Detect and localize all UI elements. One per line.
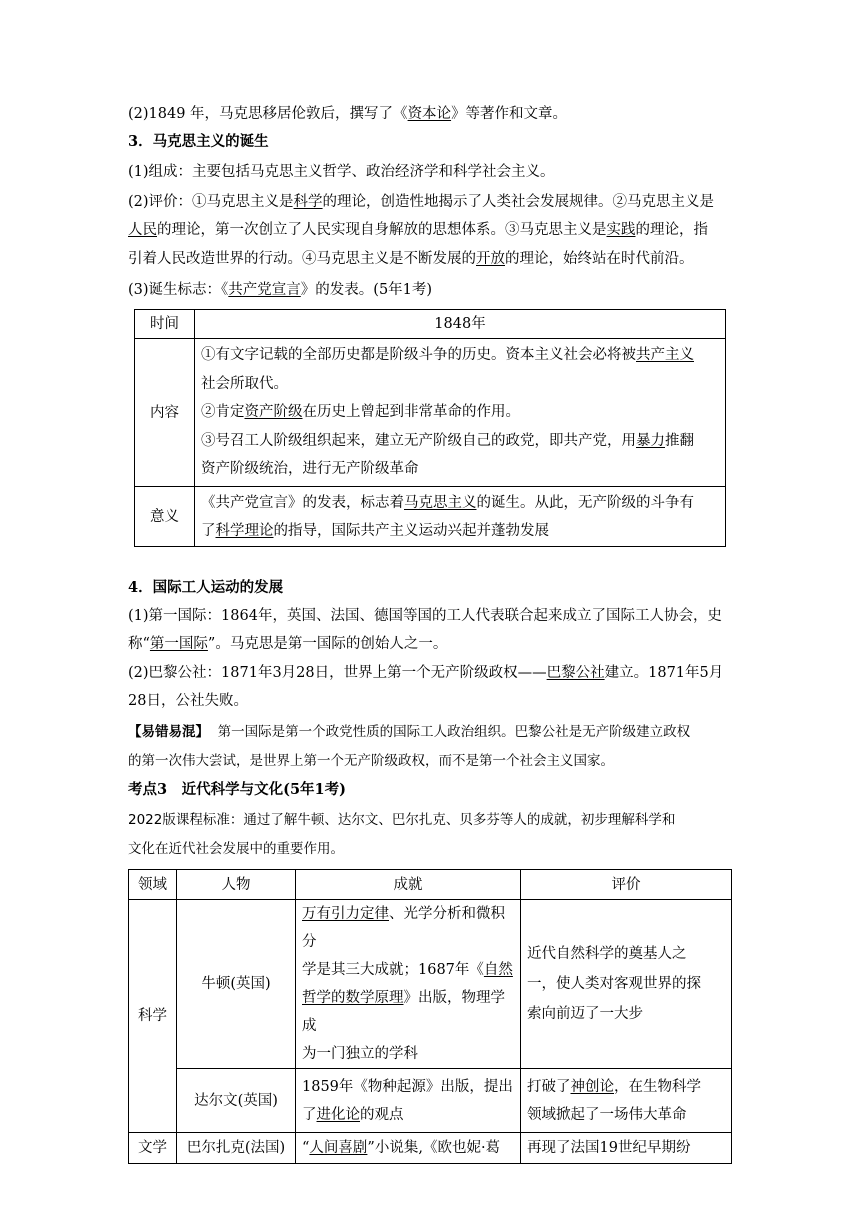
table-cell: 意义: [135, 487, 195, 547]
paragraph-line: (2)1849 年，马克思移居伦敦后，撰写了《资本论》等著作和文章。: [128, 106, 568, 122]
table-cell: 《共产党宣言》的发表，标志着马克思主义的诞生。从此，无产阶级的斗争有 了科学理论的指导，国际共产主义运动兴起并蓬勃发展: [195, 487, 726, 547]
section-heading: 3．马克思主义的诞生: [128, 133, 269, 150]
table-header: 评价: [521, 870, 732, 900]
section-heading: 4．国际工人运动的发展: [128, 579, 284, 596]
table-cell: 达尔文(英国): [177, 1069, 296, 1133]
table-cell: 文学: [129, 1133, 177, 1164]
table-cell: 再现了法国19世纪早期纷: [521, 1133, 732, 1164]
table-cell: 打破了神创论，在生物科学 领域掀起了一场伟大革命: [521, 1069, 732, 1133]
underlined-term: 资本论: [407, 106, 452, 122]
curriculum-standard: 2022版课程标准：通过了解牛顿、达尔文、巴尔扎克、贝多芬等人的成就，初步理解科学和: [128, 812, 676, 828]
table-header: 成就: [296, 870, 521, 900]
paragraph-line: (1)组成：主要包括马克思主义哲学、政治经济学和科学社会主义。: [128, 164, 555, 180]
paragraph-line: (2)巴黎公社：1871年3月28日，世界上第一个无产阶级政权——巴黎公社建立。1871年5月: [128, 665, 724, 681]
table-cell: 1848年: [195, 310, 726, 339]
paragraph-line: 人民的理论，第一次创立了人民实现自身解放的思想体系。③马克思主义是实践的理论，指: [128, 222, 708, 238]
table-header: 领域: [129, 870, 177, 900]
paragraph-line: (2)评价：①马克思主义是科学的理论，创造性地揭示了人类社会发展规律。②马克思主义是: [128, 194, 715, 210]
table-cell: 万有引力定律、光学分析和微积分 学是其三大成就；1687年《自然 哲学的数学原理》出版，物理学成 为一门独立的学科: [296, 900, 521, 1069]
table-cell: 近代自然科学的奠基人之 一，使人类对客观世界的探 索向前迈了一大步: [521, 900, 732, 1069]
manifesto-table: [134, 309, 726, 547]
paragraph-line: 28日，公社失败。: [128, 693, 248, 709]
table-cell: 科学: [129, 900, 177, 1133]
table-cell: 1859年《物种起源》出版，提出 了进化论的观点: [296, 1069, 521, 1133]
table-cell: 牛顿(英国): [177, 900, 296, 1069]
note-tag: 【易错易混】: [128, 724, 209, 740]
curriculum-standard: 文化在近代社会发展中的重要作用。: [128, 841, 344, 857]
note-line: 【易错易混】 第一国际是第一个政党性质的国际工人政治组织。巴黎公社是无产阶级建立政权: [128, 724, 691, 740]
science-culture-table: [128, 869, 732, 1164]
table-cell: 内容: [135, 339, 195, 487]
table-cell: “人间喜剧”小说集,《欧也妮·葛: [296, 1133, 521, 1164]
table-header: 人物: [177, 870, 296, 900]
paragraph-line: 引着人民改造世界的行动。④马克思主义是不断发展的开放的理论，始终站在时代前沿。: [128, 251, 694, 267]
note-line: 的第一次伟大尝试，是世界上第一个无产阶级政权，而不是第一个社会主义国家。: [128, 753, 614, 769]
paragraph-line: (1)第一国际：1864年，英国、法国、德国等国的工人代表联合起来成立了国际工人协会，史: [128, 608, 722, 624]
paragraph-line: (3)诞生标志：《共产党宣言》的发表。(5年1考): [128, 282, 433, 298]
exam-point-heading: 考点3 近代科学与文化(5年1考): [128, 781, 346, 798]
table-cell: 时间: [135, 310, 195, 339]
paragraph-line: 称“第一国际”。马克思是第一国际的创始人之一。: [128, 636, 448, 652]
table-cell: 巴尔扎克(法国): [177, 1133, 296, 1164]
table-cell: ①有文字记载的全部历史都是阶级斗争的历史。资本主义社会必将被共产主义 社会所取代。 ②肯定资产阶级在历史上曾起到非常革命的作用。 ③号召工人阶级组织起来，建立无产阶级自己的政党，即共产党，用暴力推翻 资产阶级统治，进行无产阶级革命: [195, 339, 726, 487]
